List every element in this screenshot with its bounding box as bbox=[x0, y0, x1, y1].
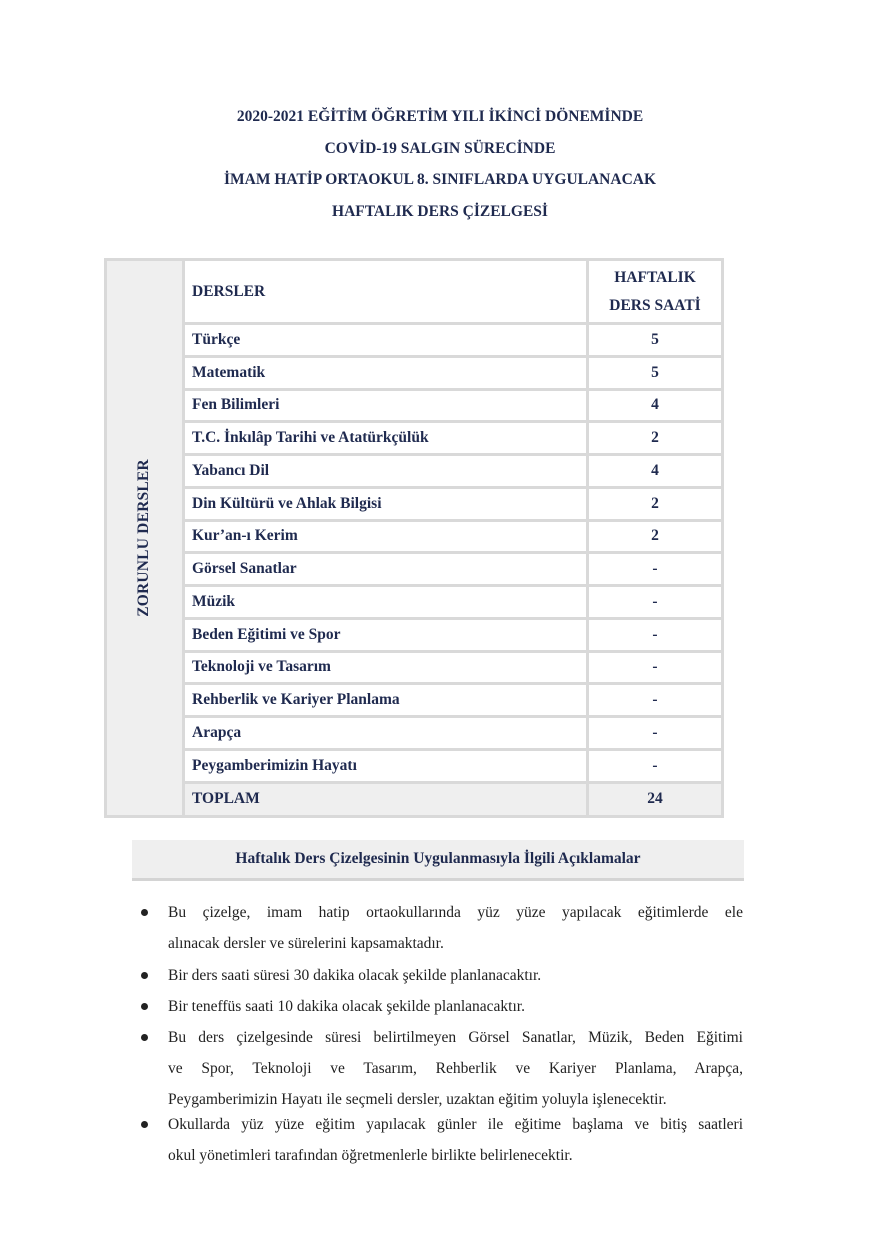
explanation-line: Peygamberimizin Hayatı ile seçmeli dersler, uzaktan eğitim yoluyla işlenecektir. bbox=[168, 1091, 667, 1108]
explanations-heading-text: Haftalık Ders Çizelgesinin Uygulanmasıyla İlgili Açıklamalar bbox=[235, 850, 641, 867]
header-hours-line-1: HAFTALIK bbox=[614, 268, 696, 286]
course-hours-7-text: 2 bbox=[651, 527, 659, 545]
explanation-line: alınacak dersler ve sürelerini kapsamaktadır. bbox=[168, 935, 444, 952]
course-hours-3-text: 4 bbox=[651, 396, 659, 414]
course-hours-2-text: 5 bbox=[651, 363, 659, 381]
bullet-dot-icon bbox=[141, 1003, 148, 1010]
explanation-item-1 bbox=[168, 897, 743, 959]
course-name-9-text: Müzik bbox=[192, 592, 236, 610]
header-hours-line-2: DERS SAATİ bbox=[609, 296, 701, 314]
course-hours-5-text: 4 bbox=[651, 461, 659, 479]
explanation-line: okul yönetimleri tarafından öğretmenlerle birlikte belirlenecektir. bbox=[168, 1147, 573, 1164]
total-hours-text: 24 bbox=[647, 790, 663, 808]
course-hours-8-text: - bbox=[652, 560, 658, 578]
title-line-3: İMAM HATİP ORTAOKUL 8. SINIFLARDA UYGULANACAK bbox=[223, 171, 657, 188]
course-name-14-text: Peygamberimizin Hayatı bbox=[192, 756, 357, 774]
course-hours-11-text: - bbox=[652, 658, 658, 676]
title-line-4: HAFTALIK DERS ÇİZELGESİ bbox=[332, 202, 548, 220]
explanation-line: Bu çizelge, imam hatip ortaokullarında yüz yüze yapılacak eğitimlerde ele bbox=[168, 904, 743, 921]
course-name-1-text: Türkçe bbox=[192, 330, 241, 348]
bullet-dot-icon bbox=[141, 1121, 148, 1128]
bullet-dot-icon bbox=[141, 1034, 148, 1041]
header-course-text: DERSLER bbox=[192, 282, 266, 300]
course-hours-4-text: 2 bbox=[651, 429, 659, 447]
explanation-item-3 bbox=[168, 991, 743, 1022]
bullet-dot-icon bbox=[141, 909, 148, 916]
course-name-8-text: Görsel Sanatlar bbox=[192, 560, 297, 578]
course-name-3-text: Fen Bilimleri bbox=[192, 396, 280, 414]
course-hours-14-text: - bbox=[652, 756, 658, 774]
explanation-line: ve Spor, Teknoloji ve Tasarım, Rehberlik ve Kariyer Planlama, Arapça, bbox=[168, 1060, 743, 1077]
bullet-dot-icon bbox=[141, 972, 148, 979]
title-line-1: 2020-2021 EĞİTİM ÖĞRETİM YILI İKİNCİ DÖNEMİNDE bbox=[236, 108, 644, 125]
course-hours-1-text: 5 bbox=[651, 330, 659, 348]
course-name-4-text: T.C. İnkılâp Tarihi ve Atatürkçülük bbox=[192, 429, 429, 447]
explanation-line: Okullarda yüz yüze eğitim yapılacak günler ile eğitime başlama ve bitiş saatleri bbox=[168, 1116, 743, 1133]
course-hours-6-text: 2 bbox=[651, 494, 659, 512]
explanation-item-5 bbox=[168, 1109, 743, 1171]
course-hours-10-text: - bbox=[652, 625, 658, 643]
title-line-2: COVİD-19 SALGIN SÜRECİNDE bbox=[324, 139, 556, 157]
explanation-line: Bu ders çizelgesinde süresi belirtilmeyen Görsel Sanatlar, Müzik, Beden Eğitimi bbox=[168, 1029, 743, 1046]
course-name-13-text: Arapça bbox=[192, 723, 242, 741]
course-name-10-text: Beden Eğitimi ve Spor bbox=[192, 625, 341, 643]
course-name-7-text: Kur’an-ı Kerim bbox=[192, 527, 298, 545]
explanation-item-2 bbox=[168, 960, 743, 991]
course-name-2-text: Matematik bbox=[192, 363, 266, 381]
course-name-6-text: Din Kültürü ve Ahlak Bilgisi bbox=[192, 494, 382, 512]
course-hours-13-text: - bbox=[652, 723, 658, 741]
course-hours-12-text: - bbox=[652, 691, 658, 709]
explanation-line: Bir ders saati süresi 30 dakika olacak şekilde planlanacaktır. bbox=[168, 967, 542, 984]
explanation-line: Bir teneffüs saati 10 dakika olacak şekilde planlanacaktır. bbox=[168, 998, 525, 1015]
total-label-text: TOPLAM bbox=[192, 790, 260, 808]
course-name-12-text: Rehberlik ve Kariyer Planlama bbox=[192, 691, 400, 709]
course-name-11-text: Teknoloji ve Tasarım bbox=[192, 658, 331, 676]
explanation-item-4 bbox=[168, 1022, 743, 1115]
course-hours-9-text: - bbox=[652, 592, 658, 610]
side-label: ZORUNLU DERSLER bbox=[135, 459, 152, 617]
course-name-5-text: Yabancı Dil bbox=[192, 461, 270, 479]
